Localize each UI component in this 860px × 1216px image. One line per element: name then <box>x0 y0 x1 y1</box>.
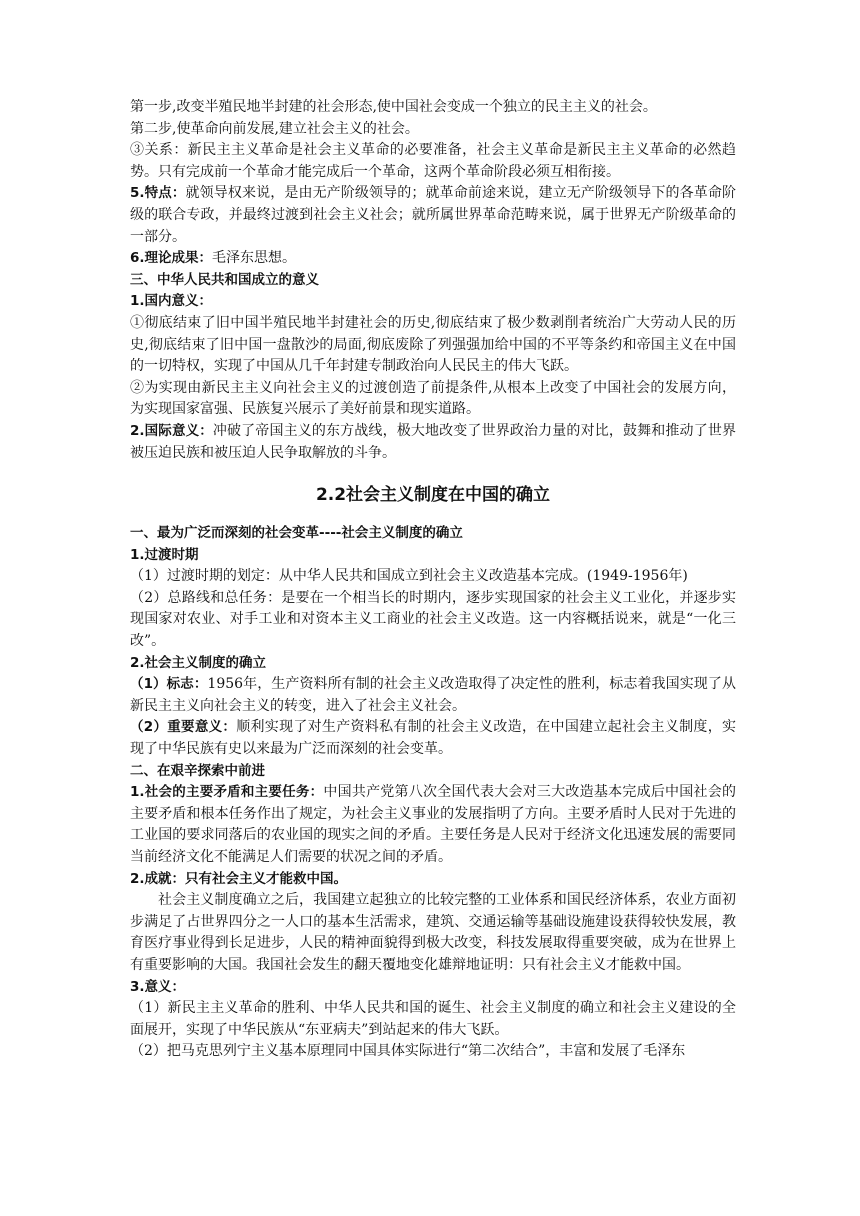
chapter-title: 2.2社会主义制度在中国的确立 <box>315 485 551 506</box>
paragraph: 第一步,改变半殖民地半封建的社会形态,使中国社会变成一个独立的民主主义的社会。 <box>130 99 657 115</box>
bold-label: 6.理论成果： <box>130 250 213 267</box>
paragraph-text: 毛泽东思想。 <box>212 250 297 267</box>
paragraph: ①彻底结束了旧中国半殖民地半封建社会的历史,彻底结束了极少数剥削者统治广大劳动人民的历史,彻底结束了旧中国一盘散沙的局面,彻底废除了列强强加给中国的不平等条约和帝国主义在中国的一切特权，实现了中国从几千年封建专制政治向人民民主的伟大飞跃。 <box>130 314 736 375</box>
subsection-heading: 2.成就：只有社会主义才能救中国。 <box>130 870 348 887</box>
document-page <box>130 97 736 1063</box>
paragraph <box>130 421 736 464</box>
paragraph-text: 1956年，生产资料所有制的社会主义改造取得了决定性的胜利，标志着我国实现了从新民主主义向社会主义的转变，进入了社会主义社会。 <box>130 676 736 714</box>
paragraph: ②为实现由新民主主义向社会主义的过渡创造了前提条件,从根本上改变了中国社会的发展方向，为实现国家富强、民族复兴展示了美好前景和现实道路。 <box>130 379 736 418</box>
paragraph-text: 冲破了帝国主义的东方战线，极大地改变了世界政治力量的对比，鼓舞和推动了世界被压迫民族和被压迫人民争取解放的斗争。 <box>130 422 736 461</box>
paragraph: 社会主义制度确立之后，我国建立起独立的比较完整的工业体系和国民经济体系，农业方面初步满足了占世界四分之一人口的基本生活需求，建筑、交通运输等基础设施建设获得较快发展，教育医疗事业得到长足进步，人民的精神面貌得到极大改变，科技发展取得重要突破，成为在世界上有重要影响的大国。我国社会发生的翻天覆地变化雄辩地证明：只有社会主义才能救中国。 <box>130 892 736 973</box>
paragraph <box>130 674 736 717</box>
paragraph-text: 顺利实现了对生产资料私有制的社会主义改造，在中国建立起社会主义制度，实现了中华民族有史以来最为广泛而深刻的社会变革。 <box>130 719 736 758</box>
paragraph <box>130 717 736 760</box>
paragraph <box>130 183 736 248</box>
paragraph: 第二步,使革命向前发展,建立社会主义的社会。 <box>130 120 419 137</box>
paragraph: （2）把马克思列宁主义基本原理同中国具体实际进行“第二次结合”，丰富和发展了毛泽东 <box>130 1043 686 1060</box>
subsection-heading: 1.国内意义： <box>130 293 213 310</box>
subsection-heading: 2.社会主义制度的确立 <box>130 654 267 671</box>
paragraph: （2）总路线和总任务：是要在一个相当长的时期内，逐步实现国家的社会主义工业化，并逐步实现国家对农业、对手工业和对资本主义工商业的社会主义改造。这一内容概括说来，就是“一化三改”。 <box>130 589 736 650</box>
subsection-heading: 3.意义： <box>130 978 186 995</box>
paragraph <box>130 782 736 868</box>
paragraph: ③关系：新民主主义革命是社会主义革命的必要准备，社会主义革命是新民主主义革命的必然趋势。只有完成前一个革命才能完成后一个革命，这两个革命阶段必须互相衔接。 <box>130 142 736 180</box>
paragraph <box>130 248 736 270</box>
paragraph: （1）新民主主义革命的胜利、中华人民共和国的诞生、社会主义制度的确立和社会主义建设的全面展开，实现了中华民族从“东亚病夫”到站起来的伟大飞跃。 <box>130 1000 736 1038</box>
bold-label: （2）重要意义： <box>130 719 237 736</box>
subsection-heading: 1.过渡时期 <box>130 546 199 563</box>
section-heading: 二、在艰辛探索中前进 <box>130 762 265 779</box>
paragraph-text: 就领导权来说，是由无产阶级领导的；就革命前途来说，建立无产阶级领导下的各革命阶级的联合专政，并最终过渡到社会主义社会；就所属世界革命范畴来说，属于世界无产阶级革命的一部分。 <box>130 185 736 245</box>
section-heading: 三、中华人民共和国成立的意义 <box>130 271 319 288</box>
bold-label: 1.社会的主要矛盾和主要任务： <box>130 784 324 801</box>
bold-label: 2.国际意义： <box>130 422 213 439</box>
bold-label: 5.特点： <box>130 185 186 202</box>
paragraph-text: 中国共产党第八次全国代表大会对三大改造基本完成后中国社会的主要矛盾和根本任务作出了规定，为社会主义事业的发展指明了方向。主要矛盾时人民对于先进的工业国的要求同落后的农业国的现实之间的矛盾。主要任务是人民对于经济文化迅速发展的需要同当前经济文化不能满足人们需要的状况之间的矛盾。 <box>130 784 737 865</box>
bold-label: （1）标志： <box>130 676 208 693</box>
section-heading: 一、最为广泛而深刻的社会变革----社会主义制度的确立 <box>130 525 463 542</box>
paragraph: （1）过渡时期的划定：从中华人民共和国成立到社会主义改造基本完成。(1949-1956年) <box>130 568 688 585</box>
